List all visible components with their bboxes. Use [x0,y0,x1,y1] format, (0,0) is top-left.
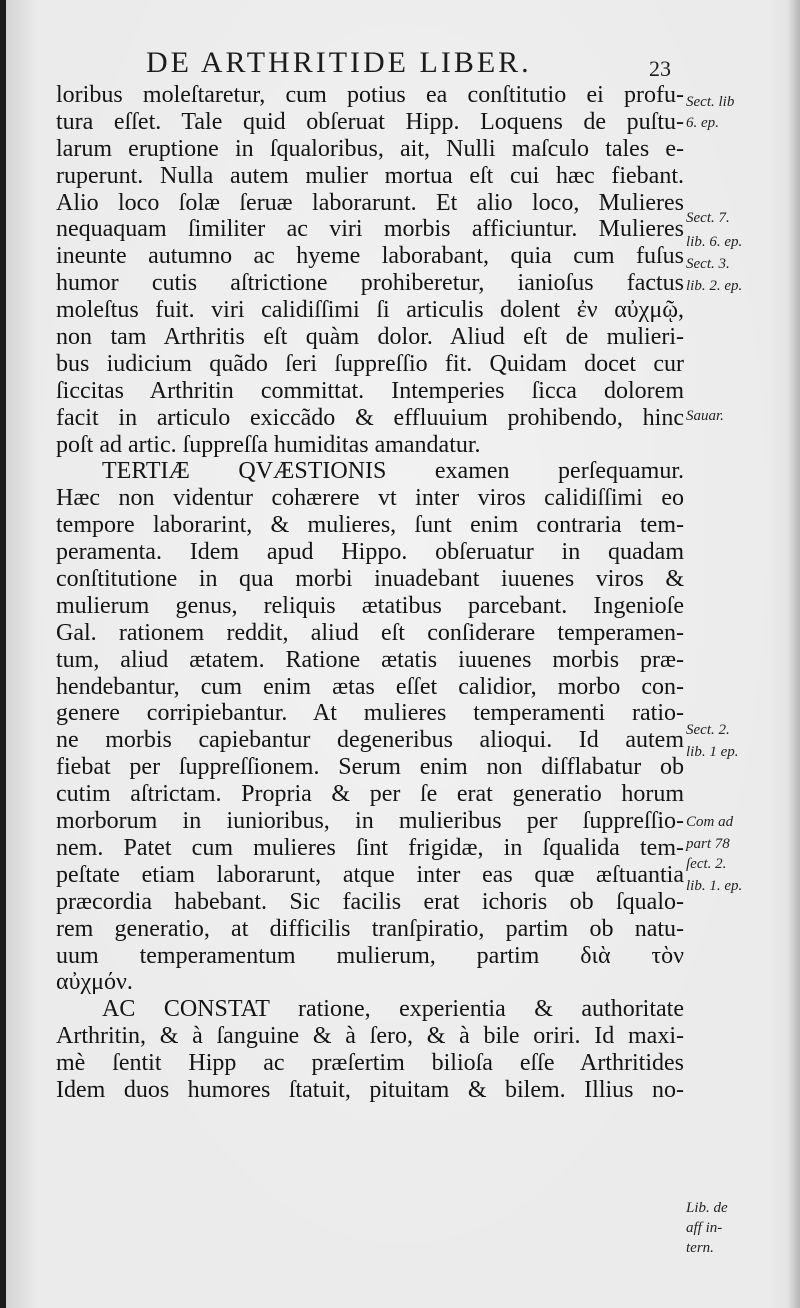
margin-note: lib. 6. ep. [686,234,743,250]
text-line: mè ſentit Hipp ac præſertim bilioſa eſſe Arthritides [56,1050,684,1077]
text-line: Gal. rationem reddit, aliud eſt conſiderare temperamen- [56,619,684,646]
text-line: tempore laborarint, & mulieres, ſunt enim contraria tem- [56,512,684,539]
section-heading-line: TERTIÆ QVÆSTIONIS examen perſequamur. [102,458,684,485]
text-line: uum temperamentum mulierum, partim διὰ τὸν [56,942,684,969]
text-line: cutim aſtrictam. Propria & per ſe erat generatio horum [56,781,684,808]
body-text [56,82,684,1104]
text-line: humor cutis aſtrictione prohiberetur, ianioſus factus [56,270,684,297]
page-header [6,44,800,84]
margin-note: ſect. 2. [686,856,727,872]
margin-note: lib. 1 ep. [686,744,739,760]
margin-note: Sect. 7. [686,210,730,226]
book-page [6,0,800,1308]
page-edge-shadow [788,0,800,1308]
text-line: rem generatio, at difficilis tranſpiratio, partim ob natu- [56,915,684,942]
text-line: ſiccitas Arthritin committat. Intemperies ſicca dolorem [56,377,684,404]
margin-note: Sauar. [686,408,724,424]
text-line: nequaquam ſimiliter ac viri morbis afficiuntur. Mulieres [56,216,684,243]
text-line: non tam Arthritis eſt quàm dolor. Aliud eſt de mulieri- [56,324,684,351]
margin-note: part 78 [686,836,730,852]
text-line: ne morbis capiebantur degeneribus alioqui. Id autem [56,727,684,754]
text-line: Hæc non videntur cohærere vt inter viros calidiſſimi eo [56,485,684,512]
text-line: loribus moleſtaretur, cum potius ea conſtitutio ei profu- [56,82,684,108]
running-title: DE ARTHRITIDE LIBER. [146,46,532,79]
section-heading-line: AC CONSTAT ratione, experientia & authoritate [102,996,684,1023]
text-line: mulierum genus, reliquis ætatibus parcebant. Ingenioſe [56,592,684,619]
text-line: hendebantur, cum enim ætas eſſet calidior, morbo con- [56,673,684,700]
margin-note: Sect. 2. [686,722,730,738]
text-line: morborum in iunioribus, in mulieribus per ſuppreſſio- [56,808,684,835]
text-line: peſtate etiam laborarunt, atque inter eas quæ æſtuantia [56,861,684,888]
margin-note: tern. [686,1240,714,1256]
margin-note: lib. 1. ep. [686,878,743,894]
text-line: Arthritin, & à ſanguine & à ſero, & à bile oriri. Id maxi- [56,1023,684,1050]
text-line: conſtitutione in qua morbi inuadebant iuuenes viros & [56,566,684,593]
text-line: moleſtus fuit. viri calidiſſimi ſi articulis dolent ἐν αὐχμῷ, [56,297,684,324]
text-line: præcordia habebant. Sic facilis erat ichoris ob ſqualo- [56,888,684,915]
text-line: Idem duos humores ſtatuit, pituitam & bilem. Illius no- [56,1076,684,1103]
margin-note: Sect. lib [686,94,735,110]
margin-note: 6. ep. [686,115,719,131]
text-line: Alio loco ſolæ ſeruæ laborarunt. Et alio loco, Mulieres [56,189,684,216]
text-line: facit in articulo exiccãdo & effluuium prohibendo, hinc [56,404,684,431]
text-line: αὐχμόν. [56,969,133,996]
text-line: larum eruptione in ſqualoribus, ait, Nulli maſculo tales e- [56,135,684,162]
margin-note: Sect. 3. [686,256,730,272]
text-line: genere corripiebantur. At mulieres temperamenti ratio- [56,700,684,727]
text-line: ineunte autumno ac hyeme laborabant, quia cum fuſus [56,243,684,270]
margin-note: aff in- [686,1220,723,1236]
text-line: tura eſſet. Tale quid obſeruat Hipp. Loquens de puſtu- [56,108,684,135]
margin-note: Lib. de [686,1200,728,1216]
text-line: bus iudicium quãdo ſeri ſuppreſſio fit. Quidam docet cur [56,350,684,377]
text-line: peramenta. Idem apud Hippo. obſeruatur in quadam [56,539,684,566]
margin-note: Com ad [686,814,734,830]
text-line: ruperunt. Nulla autem mulier mortua eſt cui hæc fiebant. [56,162,684,189]
margin-notes [682,0,800,1308]
margin-note: lib. 2. ep. [686,278,743,294]
text-line: fiebat per ſuppreſſionem. Serum enim non diſflabatur ob [56,754,684,781]
text-line: poſt ad artic. ſuppreſſa humiditas amandatur. [56,431,481,458]
text-line: nem. Patet cum mulieres ſint frigidæ, in ſqualida tem- [56,834,684,861]
text-line: tum, aliud ætatem. Ratione ætatis iuuenes morbis præ- [56,646,684,673]
page-number: 23 [649,56,671,81]
